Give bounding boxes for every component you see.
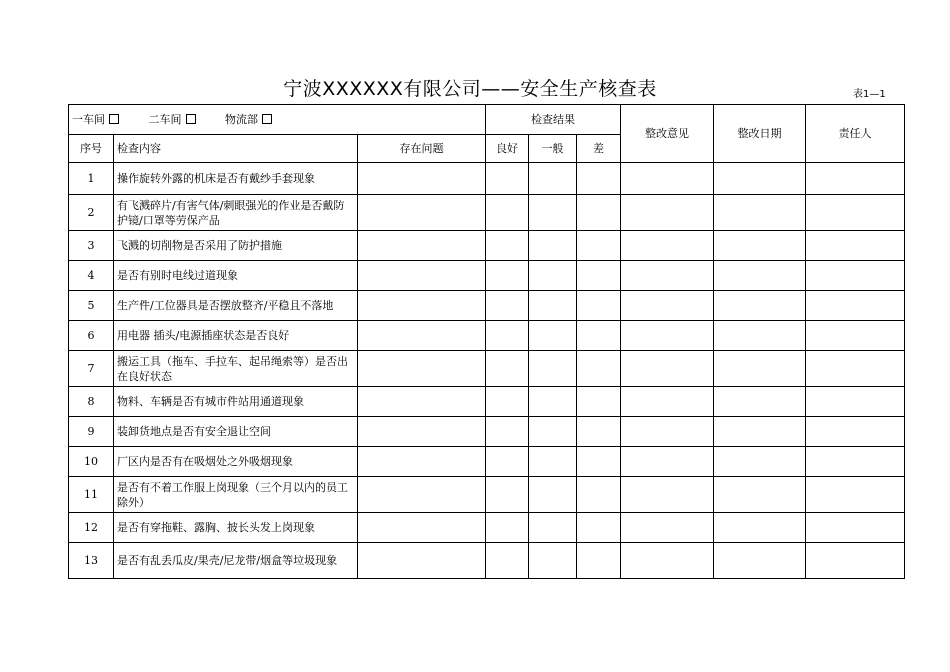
row-rectify-date-cell[interactable] (714, 321, 806, 351)
row-index: 3 (69, 231, 114, 261)
poor-header: 差 (577, 135, 621, 163)
row-index: 10 (69, 447, 114, 477)
row-content: 飞溅的切削物是否采用了防护措施 (114, 231, 358, 261)
row-issues-cell[interactable] (358, 231, 486, 261)
row-good-cell[interactable] (486, 261, 529, 291)
row-issues-cell[interactable] (358, 163, 486, 195)
row-responsible-cell[interactable] (806, 387, 905, 417)
row-average-cell[interactable] (529, 195, 577, 231)
row-content: 装卸货地点是否有安全退让空间 (114, 417, 358, 447)
row-average-cell[interactable] (529, 351, 577, 387)
row-rectify-date-cell[interactable] (714, 477, 806, 513)
row-rectify-date-cell[interactable] (714, 195, 806, 231)
row-issues-cell[interactable] (358, 321, 486, 351)
row-rectify-date-cell[interactable] (714, 387, 806, 417)
average-header: 一般 (529, 135, 577, 163)
row-rectify-opinion-cell[interactable] (621, 543, 714, 579)
row-poor-cell[interactable] (577, 477, 621, 513)
checkbox-icon[interactable] (109, 114, 119, 124)
row-issues-cell[interactable] (358, 351, 486, 387)
row-rectify-opinion-cell[interactable] (621, 163, 714, 195)
row-issues-cell[interactable] (358, 195, 486, 231)
row-good-cell[interactable] (486, 321, 529, 351)
table-row (69, 195, 905, 231)
row-rectify-opinion-cell[interactable] (621, 321, 714, 351)
row-responsible-cell[interactable] (806, 417, 905, 447)
row-issues-cell[interactable] (358, 543, 486, 579)
row-index: 4 (69, 261, 114, 291)
checkbox-icon[interactable] (262, 114, 272, 124)
row-average-cell[interactable] (529, 513, 577, 543)
checkbox-icon[interactable] (186, 114, 196, 124)
row-poor-cell[interactable] (577, 387, 621, 417)
row-average-cell[interactable] (529, 543, 577, 579)
row-content: 搬运工具（拖车、手拉车、起吊绳索等）是否出在良好状态 (114, 351, 358, 387)
row-responsible-cell[interactable] (806, 477, 905, 513)
row-rectify-date-cell[interactable] (714, 163, 806, 195)
row-average-cell[interactable] (529, 447, 577, 477)
row-content: 是否有别时电线过道现象 (114, 261, 358, 291)
index-header: 序号 (69, 135, 114, 163)
table-number: 表1—1 (853, 89, 886, 100)
row-good-cell[interactable] (486, 543, 529, 579)
row-issues-cell[interactable] (358, 417, 486, 447)
row-average-cell[interactable] (529, 477, 577, 513)
row-issues-cell[interactable] (358, 513, 486, 543)
safety-check-table (68, 104, 905, 579)
row-rectify-opinion-cell[interactable] (621, 513, 714, 543)
table-row (69, 543, 905, 579)
table-row (69, 351, 905, 387)
row-responsible-cell[interactable] (806, 543, 905, 579)
row-content: 是否有不着工作服上岗现象（三个月以内的员工除外） (114, 477, 358, 513)
rectify-opinion-header: 整改意见 (621, 105, 714, 163)
row-rectify-opinion-cell[interactable] (621, 231, 714, 261)
row-rectify-opinion-cell[interactable] (621, 387, 714, 417)
table-row (69, 261, 905, 291)
department-option-2[interactable]: 二车间 (149, 113, 196, 126)
row-responsible-cell[interactable] (806, 195, 905, 231)
row-rectify-date-cell[interactable] (714, 447, 806, 477)
department-option-1[interactable]: 一车间 (72, 113, 119, 126)
row-poor-cell[interactable] (577, 321, 621, 351)
row-good-cell[interactable] (486, 513, 529, 543)
row-responsible-cell[interactable] (806, 291, 905, 321)
row-poor-cell[interactable] (577, 513, 621, 543)
row-content: 生产件/工位器具是否摆放整齐/平稳且不落地 (114, 291, 358, 321)
department-selector (69, 105, 486, 135)
row-average-cell[interactable] (529, 291, 577, 321)
row-index: 9 (69, 417, 114, 447)
row-poor-cell[interactable] (577, 447, 621, 477)
row-responsible-cell[interactable] (806, 231, 905, 261)
row-good-cell[interactable] (486, 417, 529, 447)
issues-header: 存在问题 (358, 135, 486, 163)
good-header: 良好 (486, 135, 529, 163)
row-responsible-cell[interactable] (806, 261, 905, 291)
row-content: 有飞溅碎片/有害气体/刺眼强光的作业是否戴防护镜/口罩等劳保产品 (114, 195, 358, 231)
row-rectify-opinion-cell[interactable] (621, 195, 714, 231)
row-good-cell[interactable] (486, 351, 529, 387)
row-issues-cell[interactable] (358, 477, 486, 513)
row-poor-cell[interactable] (577, 351, 621, 387)
row-issues-cell[interactable] (358, 387, 486, 417)
row-issues-cell[interactable] (358, 261, 486, 291)
row-index: 8 (69, 387, 114, 417)
row-issues-cell[interactable] (358, 447, 486, 477)
table-row (69, 321, 905, 351)
row-index: 6 (69, 321, 114, 351)
department-option-3[interactable]: 物流部 (225, 113, 272, 126)
row-average-cell[interactable] (529, 261, 577, 291)
table-row (69, 447, 905, 477)
row-index: 12 (69, 513, 114, 543)
row-content: 是否有乱丢瓜皮/果壳/尼龙带/烟盒等垃圾现象 (114, 543, 358, 579)
row-rectify-opinion-cell[interactable] (621, 351, 714, 387)
responsible-header: 责任人 (806, 105, 905, 163)
row-poor-cell[interactable] (577, 543, 621, 579)
content-header: 检查内容 (114, 135, 358, 163)
row-average-cell[interactable] (529, 231, 577, 261)
row-poor-cell[interactable] (577, 163, 621, 195)
row-average-cell[interactable] (529, 417, 577, 447)
row-poor-cell[interactable] (577, 261, 621, 291)
row-index: 13 (69, 543, 114, 579)
row-index: 5 (69, 291, 114, 321)
row-rectify-date-cell[interactable] (714, 513, 806, 543)
table-row (69, 387, 905, 417)
row-average-cell[interactable] (529, 163, 577, 195)
row-rectify-opinion-cell[interactable] (621, 261, 714, 291)
row-poor-cell[interactable] (577, 291, 621, 321)
row-rectify-date-cell[interactable] (714, 231, 806, 261)
row-good-cell[interactable] (486, 231, 529, 261)
rectify-date-header: 整改日期 (714, 105, 806, 163)
row-rectify-date-cell[interactable] (714, 261, 806, 291)
table-row (69, 477, 905, 513)
table-row (69, 163, 905, 195)
row-index: 2 (69, 195, 114, 231)
row-rectify-opinion-cell[interactable] (621, 477, 714, 513)
row-average-cell[interactable] (529, 321, 577, 351)
row-content: 用电器 插头/电源插座状态是否良好 (114, 321, 358, 351)
row-poor-cell[interactable] (577, 417, 621, 447)
row-rectify-date-cell[interactable] (714, 543, 806, 579)
row-good-cell[interactable] (486, 291, 529, 321)
row-rectify-date-cell[interactable] (714, 291, 806, 321)
row-rectify-opinion-cell[interactable] (621, 447, 714, 477)
row-rectify-opinion-cell[interactable] (621, 291, 714, 321)
row-responsible-cell[interactable] (806, 513, 905, 543)
row-index: 1 (69, 163, 114, 195)
row-rectify-date-cell[interactable] (714, 351, 806, 387)
row-responsible-cell[interactable] (806, 163, 905, 195)
row-content: 是否有穿拖鞋、露胸、披长头发上岗现象 (114, 513, 358, 543)
row-poor-cell[interactable] (577, 231, 621, 261)
row-rectify-date-cell[interactable] (714, 417, 806, 447)
row-content: 厂区内是否有在吸烟处之外吸烟现象 (114, 447, 358, 477)
row-good-cell[interactable] (486, 387, 529, 417)
table-row (69, 417, 905, 447)
row-good-cell[interactable] (486, 477, 529, 513)
row-good-cell[interactable] (486, 447, 529, 477)
row-content: 物料、车辆是否有城市件站用通道现象 (114, 387, 358, 417)
row-index: 7 (69, 351, 114, 387)
row-average-cell[interactable] (529, 387, 577, 417)
page-title: 宁波XXXXXX有限公司——安全生产核查表 (283, 78, 657, 100)
row-responsible-cell[interactable] (806, 447, 905, 477)
row-issues-cell[interactable] (358, 291, 486, 321)
row-content: 操作旋转外露的机床是否有戴纱手套现象 (114, 163, 358, 195)
table-row (69, 231, 905, 261)
check-result-header: 检查结果 (486, 105, 621, 135)
row-responsible-cell[interactable] (806, 321, 905, 351)
table-row (69, 291, 905, 321)
row-rectify-opinion-cell[interactable] (621, 417, 714, 447)
row-responsible-cell[interactable] (806, 351, 905, 387)
row-poor-cell[interactable] (577, 195, 621, 231)
row-index: 11 (69, 477, 114, 513)
row-good-cell[interactable] (486, 195, 529, 231)
table-row (69, 513, 905, 543)
row-good-cell[interactable] (486, 163, 529, 195)
